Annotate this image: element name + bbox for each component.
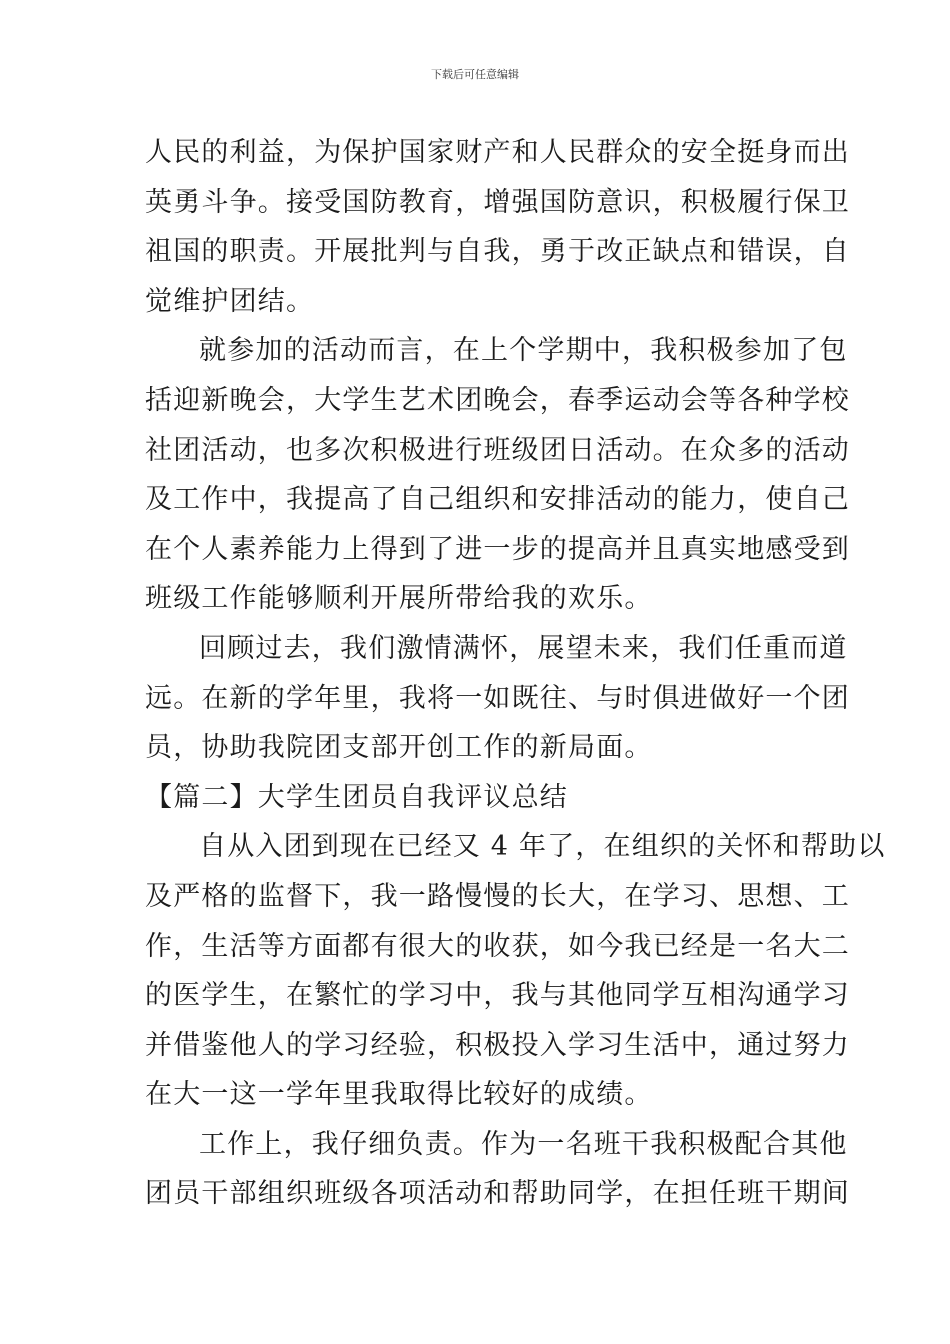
text-line: 远。在新的学年里，我将一如既往、与时俱进做好一个团 xyxy=(145,682,850,714)
text-line: 及工作中，我提高了自己组织和安排活动的能力，使自己 xyxy=(145,484,850,516)
text-line: 团员干部组织班级各项活动和帮助同学，在担任班干期间 xyxy=(145,1178,850,1210)
text-line: 回顾过去，我们激情满怀，展望未来，我们任重而道 xyxy=(199,632,848,664)
text-line: 英勇斗争。接受国防教育，增强国防意识，积极履行保卫 xyxy=(145,186,850,218)
text-line: 自从入团到现在已经又 4 年了，在组织的关怀和帮助以 xyxy=(199,831,886,863)
text-line: 班级工作能够顺利开展所带给我的欢乐。 xyxy=(145,583,653,615)
text-line: 员，协助我院团支部开创工作的新局面。 xyxy=(145,732,653,764)
document-body xyxy=(145,128,886,1219)
text-line: 觉维护团结。 xyxy=(145,285,315,317)
text-line: 【篇二】大学生团员自我评议总结 xyxy=(145,781,568,813)
text-line: 作，生活等方面都有很大的收获，如今我已经是一名大二 xyxy=(145,930,850,962)
text-line: 在大一这一学年里我取得比较好的成绩。 xyxy=(145,1079,653,1111)
text-line: 祖国的职责。开展批判与自我，勇于改正缺点和错误，自 xyxy=(145,236,850,268)
text-line: 并借鉴他人的学习经验，积极投入学习生活中，通过努力 xyxy=(145,1029,850,1061)
text-line: 的医学生，在繁忙的学习中，我与其他同学互相沟通学习 xyxy=(145,980,850,1012)
text-line: 在个人素养能力上得到了进一步的提高并且真实地感受到 xyxy=(145,533,850,565)
text-line: 人民的利益，为保护国家财产和人民群众的安全挺身而出 xyxy=(145,137,850,168)
page-header: 下载后可任意编辑 xyxy=(431,68,519,81)
text-line: 就参加的活动而言，在上个学期中，我积极参加了包 xyxy=(199,335,848,367)
text-line: 工作上，我仔细负责。作为一名班干我积极配合其他 xyxy=(199,1128,848,1160)
text-line: 社团活动，也多次积极进行班级团日活动。在众多的活动 xyxy=(145,434,850,466)
text-line: 括迎新晚会，大学生艺术团晚会，春季运动会等各种学校 xyxy=(145,384,850,416)
text-line: 及严格的监督下，我一路慢慢的长大，在学习、思想、工 xyxy=(145,880,850,912)
